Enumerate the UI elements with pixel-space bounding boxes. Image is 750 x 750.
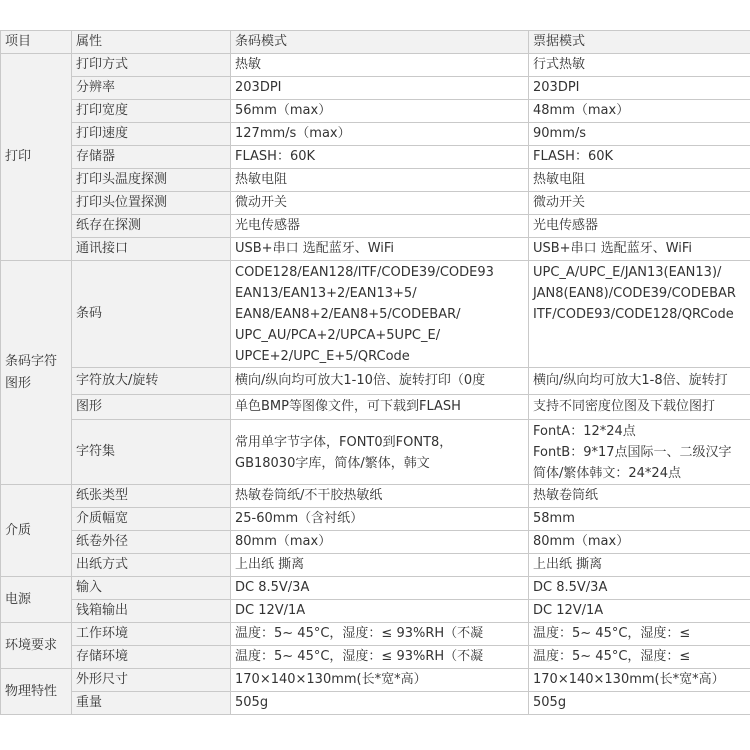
receipt-value: 上出纸 撕离 xyxy=(529,554,750,577)
table-row xyxy=(1,123,750,146)
barcode-value xyxy=(231,420,529,485)
barcode-value: FLASH：60K xyxy=(231,146,529,169)
attr-cell: 存储器 xyxy=(72,146,231,169)
table-row xyxy=(1,54,750,77)
barcode-value: 热敏卷筒纸/不干胶热敏纸 xyxy=(231,485,529,508)
receipt-value: 热敏卷筒纸 xyxy=(529,485,750,508)
header-row xyxy=(1,31,750,54)
receipt-value: 505g xyxy=(529,692,750,715)
table-row xyxy=(1,215,750,238)
barcode-line: UPC_AU/PCA+2/UPCA+5UPC_E/ xyxy=(235,328,441,343)
attr-cell: 介质幅宽 xyxy=(72,508,231,531)
receipt-value: 203DPI xyxy=(529,77,750,100)
receipt-value: DC 8.5V/3A xyxy=(529,577,750,600)
barcode-value: 光电传感器 xyxy=(231,215,529,238)
barcode-line: UPC_A/UPC_E/JAN13(EAN13)/ xyxy=(533,265,722,280)
charset-line: GB18030字库，简体/繁体，韩文 xyxy=(235,455,430,471)
attr-cell: 存储环境 xyxy=(72,646,231,669)
barcode-line: CODE128/EAN128/ITF/CODE39/CODE93 xyxy=(235,265,494,280)
table-row xyxy=(1,261,750,368)
receipt-value: 微动开关 xyxy=(529,192,750,215)
table-row xyxy=(1,77,750,100)
attr-cell: 字符放大/旋转 xyxy=(72,368,231,395)
barcode-value: 温度：5~ 45°C，湿度：≤ 93%RH（不凝 xyxy=(231,646,529,669)
barcode-value: 170×140×130mm(长*宽*高） xyxy=(231,669,529,692)
attr-cell: 纸卷外径 xyxy=(72,531,231,554)
receipt-value: 温度：5~ 45°C，湿度：≤ xyxy=(529,623,750,646)
table-row xyxy=(1,623,750,646)
charset-line: 简体/繁体韩文：24*24点 xyxy=(533,466,681,481)
table-row xyxy=(1,485,750,508)
table-row xyxy=(1,420,750,485)
category-environment: 环境要求 xyxy=(1,623,72,669)
charset-line: FontA：12*24点 xyxy=(533,424,636,439)
receipt-value: 48mm（max） xyxy=(529,100,750,123)
barcode-line: JAN8(EAN8)/CODE39/CODEBAR xyxy=(533,286,736,301)
table-row xyxy=(1,646,750,669)
attr-cell: 出纸方式 xyxy=(72,554,231,577)
receipt-value xyxy=(529,261,750,368)
category-barcode-char-graphics xyxy=(1,261,72,485)
receipt-value: 热敏电阻 xyxy=(529,169,750,192)
barcode-value: 25-60mm（含衬纸） xyxy=(231,508,529,531)
receipt-value: 80mm（max） xyxy=(529,531,750,554)
table-row xyxy=(1,100,750,123)
category-media: 介质 xyxy=(1,485,72,577)
table-row xyxy=(1,169,750,192)
receipt-value: FLASH：60K xyxy=(529,146,750,169)
category-print: 打印 xyxy=(1,54,72,261)
attr-cell: 纸张类型 xyxy=(72,485,231,508)
barcode-value: 横向/纵向均可放大1-10倍、旋转打印（0度 xyxy=(231,368,529,395)
table-row xyxy=(1,238,750,261)
receipt-value: 光电传感器 xyxy=(529,215,750,238)
header-barcode-mode: 条码模式 xyxy=(231,31,529,54)
attr-cell: 条码 xyxy=(72,261,231,368)
barcode-value: DC 8.5V/3A xyxy=(231,577,529,600)
barcode-value: 203DPI xyxy=(231,77,529,100)
attr-cell: 打印宽度 xyxy=(72,100,231,123)
barcode-value: 微动开关 xyxy=(231,192,529,215)
table-row xyxy=(1,368,750,395)
attr-cell: 打印头位置探测 xyxy=(72,192,231,215)
barcode-line: EAN13/EAN13+2/EAN13+5/ xyxy=(235,286,417,301)
category-label-line: 条码字符 xyxy=(5,353,58,369)
barcode-value: 80mm（max） xyxy=(231,531,529,554)
attr-cell: 图形 xyxy=(72,395,231,420)
header-receipt-mode: 票据模式 xyxy=(529,31,750,54)
attr-cell: 钱箱输出 xyxy=(72,600,231,623)
attr-cell: 通讯接口 xyxy=(72,238,231,261)
table-row xyxy=(1,692,750,715)
receipt-value: 行式热敏 xyxy=(529,54,750,77)
spec-table xyxy=(0,30,750,715)
table-row xyxy=(1,531,750,554)
barcode-value: USB+串口 选配蓝牙、WiFi xyxy=(231,238,529,261)
attr-cell: 打印速度 xyxy=(72,123,231,146)
attr-cell: 打印方式 xyxy=(72,54,231,77)
attr-cell: 外形尺寸 xyxy=(72,669,231,692)
table-row xyxy=(1,669,750,692)
barcode-value xyxy=(231,261,529,368)
charset-line: 常用单字节字体，FONT0到FONT8， xyxy=(235,434,453,450)
charset-line: FontB：9*17点国际一、二级汉字 xyxy=(533,445,732,460)
attr-cell: 打印头温度探测 xyxy=(72,169,231,192)
category-physical: 物理特性 xyxy=(1,669,72,715)
receipt-value: 横向/纵向均可放大1-8倍、旋转打 xyxy=(529,368,750,395)
receipt-value: 90mm/s xyxy=(529,123,750,146)
attr-cell: 纸存在探测 xyxy=(72,215,231,238)
table-row xyxy=(1,600,750,623)
table-row xyxy=(1,146,750,169)
barcode-value: 505g xyxy=(231,692,529,715)
header-item: 项目 xyxy=(1,31,72,54)
receipt-value: DC 12V/1A xyxy=(529,600,750,623)
receipt-value: 170×140×130mm(长*宽*高） xyxy=(529,669,750,692)
category-label-line: 图形 xyxy=(5,375,32,391)
attr-cell: 字符集 xyxy=(72,420,231,485)
barcode-value: 热敏电阻 xyxy=(231,169,529,192)
barcode-value: 127mm/s（max） xyxy=(231,123,529,146)
barcode-value: 热敏 xyxy=(231,54,529,77)
receipt-value xyxy=(529,420,750,485)
barcode-line: ITF/CODE93/CODE128/QRCode xyxy=(533,307,734,322)
table-row xyxy=(1,395,750,420)
barcode-line: UPCE+2/UPC_E+5/QRCode xyxy=(235,349,410,364)
barcode-value: 上出纸 撕离 xyxy=(231,554,529,577)
barcode-value: 温度：5~ 45°C，湿度：≤ 93%RH（不凝 xyxy=(231,623,529,646)
attr-cell: 工作环境 xyxy=(72,623,231,646)
attr-cell: 分辨率 xyxy=(72,77,231,100)
barcode-value: 单色BMP等图像文件，可下载到FLASH xyxy=(231,395,529,420)
table-row xyxy=(1,508,750,531)
attr-cell: 输入 xyxy=(72,577,231,600)
attr-cell: 重量 xyxy=(72,692,231,715)
table-row xyxy=(1,577,750,600)
receipt-value: USB+串口 选配蓝牙、WiFi xyxy=(529,238,750,261)
receipt-value: 58mm xyxy=(529,508,750,531)
table-row xyxy=(1,554,750,577)
receipt-value: 温度：5~ 45°C，湿度：≤ xyxy=(529,646,750,669)
barcode-line: EAN8/EAN8+2/EAN8+5/CODEBAR/ xyxy=(235,307,461,322)
table-row xyxy=(1,192,750,215)
header-attr: 属性 xyxy=(72,31,231,54)
category-power: 电源 xyxy=(1,577,72,623)
barcode-value: 56mm（max） xyxy=(231,100,529,123)
barcode-value: DC 12V/1A xyxy=(231,600,529,623)
receipt-value: 支持不同密度位图及下载位图打 xyxy=(529,395,750,420)
